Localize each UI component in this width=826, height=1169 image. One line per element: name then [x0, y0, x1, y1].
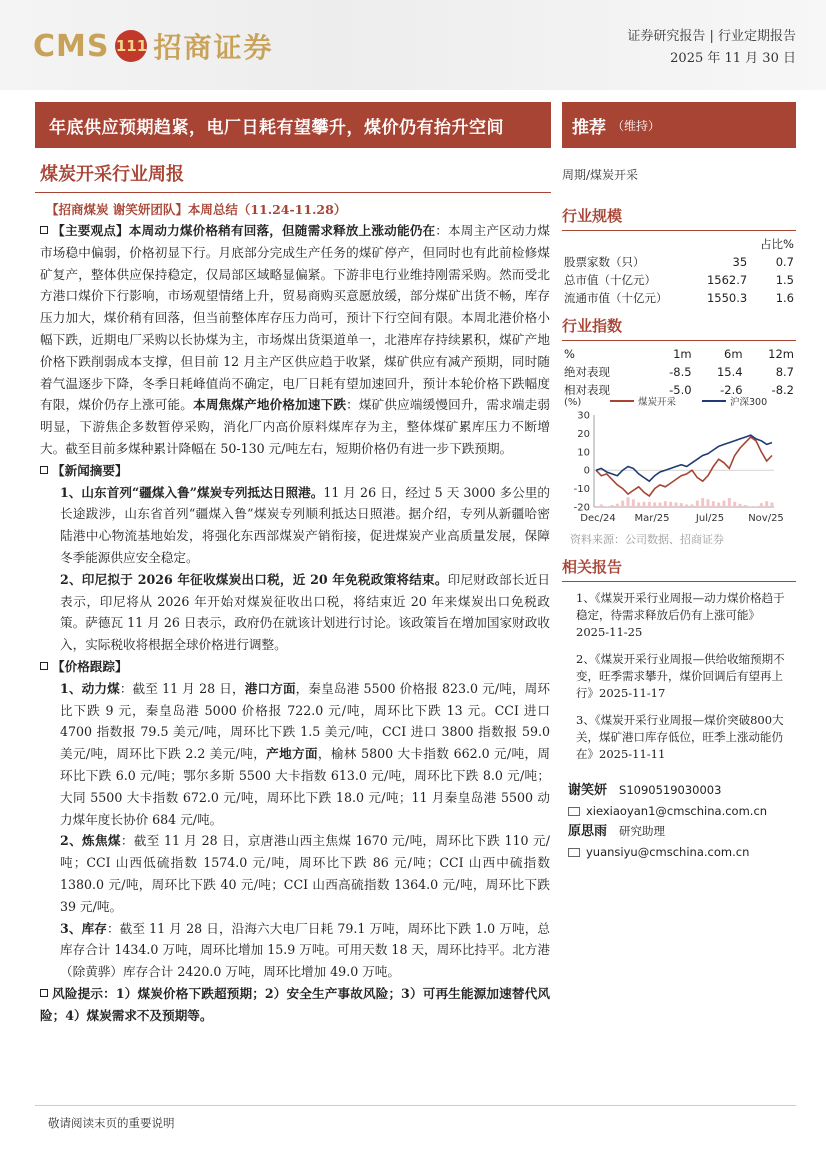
relative-bar [733, 502, 736, 507]
relative-bar [680, 503, 683, 507]
relative-bar [664, 501, 667, 507]
relative-bar [621, 501, 624, 507]
x-tick-label: Nov/25 [748, 513, 784, 524]
price-coking: 2、炼焦煤：截至 11 月 28 日，京唐港山西主焦煤 1670 元/吨，周环比下跌 110 元/吨；CCI 山西低硫指数 1574.0 元/吨，周环比下跌 86 元/吨；CCI 山西中硫指数 1380.0 元/吨，周环比下跌 40 元/吨；CCI 山西高硫指数 1364.0 元/吨，周环比下跌 39 元/吨。 [60, 833, 551, 914]
legend-entry: 沪深300 [730, 397, 768, 408]
mail-icon [568, 848, 580, 857]
main-body [40, 220, 550, 1026]
list-item[interactable]: 1、《煤炭开采行业周报—动力煤价格趋于稳定，待需求释放后仍有上涨可能》2025-11-25 [576, 591, 785, 639]
authors [568, 780, 793, 862]
relative-bar [685, 504, 688, 507]
list-item[interactable]: 3、《煤炭开采行业周报—煤价突破800大关，煤矿港口库存低位，旺季上涨动能仍在》2025-11-11 [576, 713, 784, 761]
header-meta [627, 26, 796, 70]
author-email[interactable]: xiexiaoyan1@cmschina.com.cn [586, 804, 768, 818]
y-tick-label: -20 [573, 502, 590, 514]
author-email[interactable]: yuansiyu@cmschina.com.cn [586, 845, 750, 859]
rating-box [562, 102, 796, 148]
price-thermal: 1、动力煤：截至 11 月 28 日，港口方面，秦皇岛港 5500 价格报 823.0 元/吨，周环比下跌 9 元，秦皇岛港 5000 价格报 722.0 元/吨，周环比下跌 13 元。CCI 进口 4700 指数报 79.5 美元/吨，周环比下跌 1.5 美元/吨，CCI 进口 3800 指数报 59.0 美元/吨，周环比下跌 2.2 美元/吨，产地方面，榆林 5800 大卡指数 662.0 元/吨，周环比下跌 6.0 元/吨；鄂尔多斯 5500 大卡指数 613.0 元/吨，周环比下跌 8.0 元/吨；大同 5500 大卡指数 672.0 元/吨，周环比下跌 18.0 元/吨；11 月秦皇岛港 5500 动力煤年度长协价 684 元/吨。 [60, 680, 551, 827]
report-date: 2025 年 11 月 30 日 [670, 51, 796, 66]
rating-label: 推荐 [572, 117, 606, 138]
main-view-paragraph: 【主要观点】本周动力煤价格稍有回落，但随需求释放上涨动能仍在：本周主产区动力煤市场稳中偏弱，价格初显下行。月底部分完成生产任务的煤矿停产，但同时也有此前检修煤矿复产，整体供应保持稳定，仅局部区域略显偏紧。下游非电行业维持刚需采购。然而受北方港口煤价下行影响，市场观望情绪上升，贸易商购买意愿放缓，部分煤矿出货不畅，库存压力加大，煤价稍有回落，但当前整体库存压力尚可，预计下行空间有限。本周北港价格小幅下跌，近期电厂采购以长协煤为主，市场煤出货渠道单一，北港库存持续累积，煤矿产地价格下跌削弱成本支撑，但目前 12 月主产区供应趋于收紧，煤矿供应有减产预期，同时随着气温逐步下降，冬季日耗峰值尚不确定，电厂日耗有望加速回升，预计本轮价格下跌幅度有限，煤价仍存上涨可能。本周焦煤产地价格加速下跌：煤矿供应端缓慢回升，需求端走弱明显，下游焦企多数暂停采购，消化厂内高价原料煤库存为主，整体煤矿累库压力不断增大。截至目前多煤种累计降幅在 50-130 元/吨左右，短期价格仍有进一步下跌预期。 [40, 223, 551, 456]
table-row: 相对表现 -5.0 -2.6 -8.2 [564, 383, 794, 397]
table-row: 总市值（十亿元） 1562.7 1.5 [564, 273, 794, 287]
y-axis-label: (%) [564, 397, 582, 408]
y-tick-label: -10 [573, 484, 590, 496]
relative-bar [600, 504, 603, 507]
chart-source: 资料来源：公司数据、招商证券 [570, 533, 724, 546]
report-title: 年底供应预期趋紧，电厂日耗有望攀升，煤价仍有抬升空间 [35, 102, 551, 148]
rating-sub: （维持） [612, 118, 661, 133]
report-type: 证券研究报告 | 行业定期报告 [627, 29, 796, 44]
relative-bar [712, 501, 715, 507]
relative-bar [749, 506, 752, 507]
list-item[interactable]: 2、《煤炭开采行业周报—供给收缩预期不变，旺季需求攀升，煤价回调后有望再上行》2025-11-17 [576, 652, 785, 700]
checkbox-square-icon [40, 989, 48, 997]
related-list [576, 590, 786, 773]
author-name: 原思雨 [568, 824, 608, 839]
news-label: 【新闻摘要】 [40, 460, 550, 482]
y-tick-label: 0 [583, 465, 590, 477]
relative-bar [659, 502, 662, 507]
author-name: 谢笑妍 [568, 783, 608, 798]
scale-heading: 行业规模 [562, 205, 796, 231]
relative-bar [675, 502, 678, 507]
scale-table: 占比% 股票家数（只） 35 0.7 总市值（十亿元） 1562.7 1.5 流通市值（十亿元） 1550.3 1.6 [564, 237, 794, 305]
news-item-2: 2、印尼拟于 2026 年征收煤炭出口税，近 20 年免税政策将结束。印尼财政部长近日表示，印尼将从 2026 年开始对煤炭征收出口税，将结束近 20 年来煤炭出口免税政策。萨德瓦 11 月 26 日表示，政府仍在就该计划进行讨论。该政策旨在增加国家财政收入，实际税收将根据全球价格进行调整。 [60, 571, 550, 653]
relative-bar [728, 498, 731, 507]
y-tick-label: 30 [577, 410, 590, 422]
relative-bar [701, 498, 704, 507]
table-row: 绝对表现 -8.5 15.4 8.7 [564, 365, 794, 379]
industry-tag: 周期/煤炭开采 [562, 168, 639, 182]
divider [35, 192, 551, 193]
x-tick-label: Mar/25 [634, 513, 670, 524]
risk-paragraph: 风险提示：1）煤炭价格下跌超预期；2）安全生产事故风险；3）可再生能源加速替代风险；4）煤炭需求不及预期等。 [40, 985, 550, 1023]
price-label: 【价格跟踪】 [40, 656, 550, 678]
cms-logo [33, 26, 274, 66]
relative-bar [643, 502, 646, 507]
related-section [562, 556, 796, 582]
checkbox-square-icon [40, 662, 48, 670]
relative-bar [669, 502, 672, 507]
table-row: 股票家数（只） 35 0.7 [564, 255, 794, 269]
checkbox-square-icon [40, 466, 48, 474]
checkbox-square-icon [40, 226, 48, 234]
legend-entry: 煤炭开采 [638, 397, 677, 408]
logo-cms-text: CMS [33, 28, 110, 64]
relative-bar [627, 497, 630, 507]
relative-bar [760, 503, 763, 507]
author-id: 研究助理 [619, 824, 666, 838]
index-chart [562, 395, 796, 530]
relative-bar [755, 506, 758, 507]
logo-badge-icon: 111 [115, 30, 147, 62]
y-tick-label: 10 [577, 447, 590, 459]
related-heading: 相关报告 [562, 556, 796, 582]
relative-bar [632, 499, 635, 507]
relative-bar [611, 505, 614, 507]
relative-bar [765, 501, 768, 507]
relative-bar [707, 499, 710, 507]
relative-bar [653, 502, 656, 507]
table-row: 流通市值（十亿元） 1550.3 1.6 [564, 291, 794, 305]
index-section [562, 315, 796, 399]
price-inventory: 3、库存：截至 11 月 28 日，沿海六大电厂日耗 79.1 万吨，周环比下跌 1.0 万吨，总库存合计 1434.0 万吨，周环比增加 15.9 万吨。可用天数 18 天，周环比持平。北方港（除黄骅）库存合计 2420.0 万吨，周环比增加 49.0 万吨。 [60, 920, 550, 980]
footer-note: 敬请阅读末页的重要说明 [48, 1116, 175, 1130]
author-id: S1090519030003 [619, 783, 722, 797]
y-tick-label: 20 [577, 428, 590, 440]
index-table: % 1m 6m 12m 绝对表现 -8.5 15.4 8.7 相对表现 -5.0 -2.6 -8.2 [564, 347, 794, 397]
report-subtitle: 煤炭开采行业周报 [40, 164, 184, 185]
relative-bar [771, 502, 774, 507]
series-line [596, 437, 772, 496]
relative-bar [691, 504, 694, 507]
x-tick-label: Dec/24 [580, 513, 616, 524]
relative-bar [696, 501, 699, 507]
scale-section [562, 205, 796, 307]
relative-bar [637, 502, 640, 507]
relative-bar [723, 501, 726, 507]
relative-bar [717, 502, 720, 507]
logo-cn-text: 招商证券 [153, 31, 274, 64]
relative-bar [739, 504, 742, 507]
x-tick-label: Jul/25 [695, 513, 725, 524]
news-item-1: 1、山东首列“疆煤入鲁”煤炭专列抵达日照港。11 月 26 日，经过 5 天 3000 多公里的长途跋涉，山东省首列“疆煤入鲁”煤炭专列顺利抵达日照港。据介绍，专列从新疆哈密陆港中心物流基地始发，将强化东西部煤炭产销衔接，促进煤炭产业高质量发展，保障冬季能源供应安全稳定。 [60, 484, 550, 565]
index-heading: 行业指数 [562, 315, 796, 341]
relative-bar [605, 506, 608, 507]
mail-icon [568, 807, 580, 816]
relative-bar [744, 505, 747, 507]
relative-bar [648, 502, 651, 507]
relative-bar [616, 504, 619, 507]
footer-divider [35, 1105, 796, 1106]
team-line: 【招商煤炭 谢笑妍团队】本周总结（11.24-11.28） [46, 202, 347, 217]
